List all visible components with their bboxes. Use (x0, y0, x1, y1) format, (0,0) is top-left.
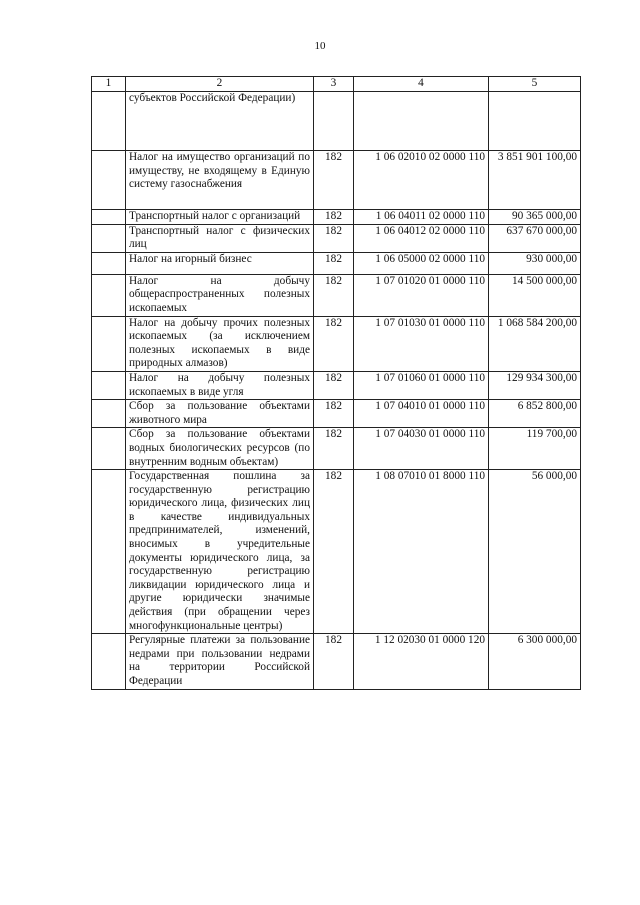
budget-class-code: 1 06 05000 02 0000 110 (354, 252, 489, 274)
row-number-cell (92, 252, 126, 274)
row-number-cell (92, 428, 126, 470)
admin-code: 182 (314, 470, 354, 634)
table-row (92, 470, 581, 634)
amount: 6 300 000,00 (489, 634, 581, 689)
admin-code: 182 (314, 274, 354, 316)
admin-code: 182 (314, 151, 354, 210)
budget-class-code: 1 07 04030 01 0000 110 (354, 428, 489, 470)
admin-code: 182 (314, 210, 354, 225)
budget-class-code: 1 06 02010 02 0000 110 (354, 151, 489, 210)
row-number-cell (92, 224, 126, 252)
amount (489, 92, 581, 151)
revenue-name: Сбор за пользование объектами водных биологических ресурсов (по внутренним водным объектам) (126, 428, 314, 470)
table-row (92, 400, 581, 428)
amount: 14 500 000,00 (489, 274, 581, 316)
budget-class-code: 1 12 02030 01 0000 120 (354, 634, 489, 689)
row-number-cell (92, 210, 126, 225)
header-col-1: 1 (92, 77, 126, 92)
revenue-name: субъектов Российской Федерации) (126, 92, 314, 151)
amount: 90 365 000,00 (489, 210, 581, 225)
admin-code: 182 (314, 224, 354, 252)
admin-code: 182 (314, 400, 354, 428)
budget-class-code: 1 07 01020 01 0000 110 (354, 274, 489, 316)
row-number-cell (92, 400, 126, 428)
revenue-name: Налог на добычу общераспространенных полезных ископаемых (126, 274, 314, 316)
amount: 129 934 300,00 (489, 371, 581, 399)
revenue-name: Налог на имущество организаций по имуществу, не входящему в Единую систему газоснабжения (126, 151, 314, 210)
amount: 56 000,00 (489, 470, 581, 634)
table-row (92, 274, 581, 316)
amount: 637 670 000,00 (489, 224, 581, 252)
row-number-cell (92, 274, 126, 316)
admin-code: 182 (314, 428, 354, 470)
header-col-3: 3 (314, 77, 354, 92)
budget-class-code: 1 07 01030 01 0000 110 (354, 316, 489, 371)
admin-code: 182 (314, 252, 354, 274)
revenue-name: Транспортный налог с физических лиц (126, 224, 314, 252)
header-col-2: 2 (126, 77, 314, 92)
budget-class-code: 1 07 04010 01 0000 110 (354, 400, 489, 428)
table-row (92, 371, 581, 399)
header-row (92, 77, 581, 92)
page-number: 10 (314, 40, 326, 52)
amount: 1 068 584 200,00 (489, 316, 581, 371)
table-row (92, 210, 581, 225)
budget-class-code: 1 07 01060 01 0000 110 (354, 371, 489, 399)
table-row (92, 92, 581, 151)
row-number-cell (92, 316, 126, 371)
header-col-5: 5 (489, 77, 581, 92)
row-number-cell (92, 92, 126, 151)
revenue-name: Регулярные платежи за пользование недрами при пользовании недрами на территории Российской Федерации (126, 634, 314, 689)
row-number-cell (92, 470, 126, 634)
revenue-name: Государственная пошлина за государственную регистрацию юридического лица, физических лиц в качестве индивидуальных предпринимателей, изменений, вносимых в учредительные документы юридического лица, за государственную регистрацию ликвидации юридического лица и другие юридически значимые действия (при обращении через многофункциональные центры) (126, 470, 314, 634)
budget-class-code: 1 08 07010 01 8000 110 (354, 470, 489, 634)
budget-class-code: 1 06 04011 02 0000 110 (354, 210, 489, 225)
admin-code: 182 (314, 316, 354, 371)
revenue-name: Налог на игорный бизнес (126, 252, 314, 274)
table-row (92, 224, 581, 252)
amount: 930 000,00 (489, 252, 581, 274)
revenue-name: Налог на добычу прочих полезных ископаемых (за исключением полезных ископаемых в виде природных алмазов) (126, 316, 314, 371)
row-number-cell (92, 634, 126, 689)
revenue-name: Транспортный налог с организаций (126, 210, 314, 225)
table-row (92, 428, 581, 470)
revenue-name: Налог на добычу полезных ископаемых в виде угля (126, 371, 314, 399)
amount: 3 851 901 100,00 (489, 151, 581, 210)
revenue-name: Сбор за пользование объектами животного мира (126, 400, 314, 428)
table-row (92, 151, 581, 210)
header-col-4: 4 (354, 77, 489, 92)
table-row (92, 316, 581, 371)
table-row (92, 252, 581, 274)
admin-code (314, 92, 354, 151)
amount: 119 700,00 (489, 428, 581, 470)
admin-code: 182 (314, 634, 354, 689)
budget-class-code: 1 06 04012 02 0000 110 (354, 224, 489, 252)
revenue-table (91, 76, 581, 690)
admin-code: 182 (314, 371, 354, 399)
table-row (92, 634, 581, 689)
row-number-cell (92, 151, 126, 210)
budget-class-code (354, 92, 489, 151)
row-number-cell (92, 371, 126, 399)
amount: 6 852 800,00 (489, 400, 581, 428)
